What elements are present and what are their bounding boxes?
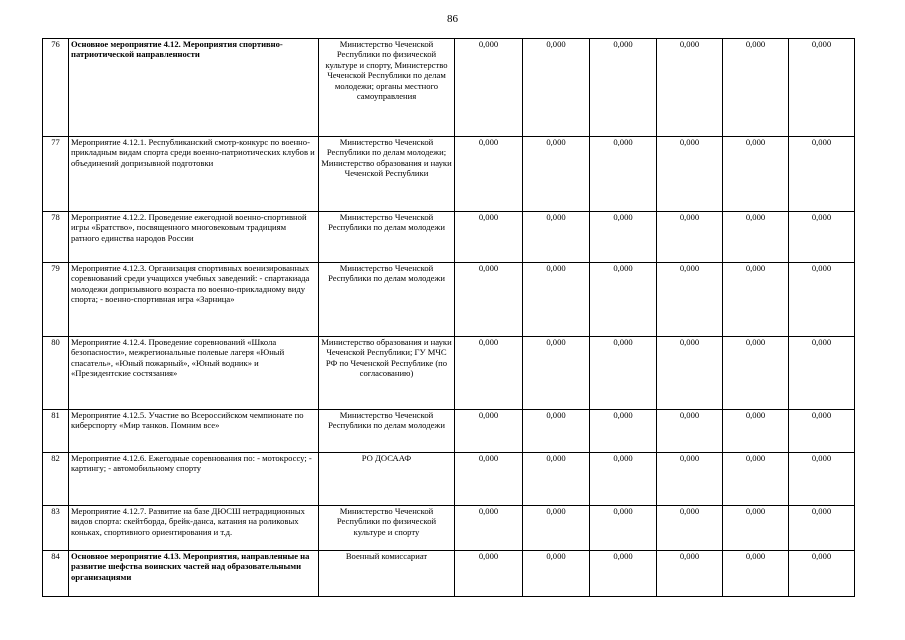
funding-value: 0,000 [723, 337, 789, 410]
funding-value: 0,000 [590, 453, 657, 506]
table-body [43, 39, 855, 597]
funding-value: 0,000 [523, 212, 590, 263]
funding-value: 0,000 [590, 263, 657, 337]
responsible-executor: Министерство Чеченской Республики по делам молодежи; Министерство образования и науки Чеченской Республики [319, 137, 455, 212]
row-number: 82 [43, 453, 69, 506]
responsible-executor: РО ДОСААФ [319, 453, 455, 506]
funding-value: 0,000 [523, 263, 590, 337]
funding-value: 0,000 [657, 506, 723, 551]
funding-value: 0,000 [789, 212, 855, 263]
funding-value: 0,000 [590, 39, 657, 137]
activity-name: Мероприятие 4.12.4. Проведение соревнований «Школа безопасности», межрегиональные полевые лагеря «Юный спасатель», «Юный пожарный», «Юный водник» и «Президентские состязания» [69, 337, 319, 410]
table-row [43, 263, 855, 337]
funding-value: 0,000 [657, 137, 723, 212]
funding-value: 0,000 [455, 410, 523, 453]
funding-value: 0,000 [590, 506, 657, 551]
funding-value: 0,000 [455, 137, 523, 212]
funding-value: 0,000 [590, 212, 657, 263]
funding-value: 0,000 [455, 551, 523, 597]
activity-name: Мероприятие 4.12.3. Организация спортивных военизированных соревнований среди учащихся учебных заведений: - спартакиада молодежи допризывного возраста по военно-прикладному виду спорта; - военно-спортивная игра «Зарница» [69, 263, 319, 337]
funding-value: 0,000 [723, 551, 789, 597]
row-number: 83 [43, 506, 69, 551]
funding-value: 0,000 [789, 137, 855, 212]
funding-value: 0,000 [523, 410, 590, 453]
table-row [43, 453, 855, 506]
funding-value: 0,000 [789, 263, 855, 337]
responsible-executor: Министерство Чеченской Республики по делам молодежи [319, 410, 455, 453]
funding-value: 0,000 [657, 410, 723, 453]
funding-value: 0,000 [723, 410, 789, 453]
funding-value: 0,000 [590, 551, 657, 597]
row-number: 84 [43, 551, 69, 597]
funding-value: 0,000 [789, 410, 855, 453]
activity-name: Мероприятие 4.12.7. Развитие на базе ДЮСШ нетрадиционных видов спорта: скейтборда, брейк-данса, катания на роликовых коньках, спортивного ориентирования и т.д. [69, 506, 319, 551]
table-row [43, 337, 855, 410]
funding-value: 0,000 [523, 551, 590, 597]
funding-value: 0,000 [789, 39, 855, 137]
table-row [43, 551, 855, 597]
funding-value: 0,000 [523, 506, 590, 551]
funding-value: 0,000 [789, 337, 855, 410]
funding-value: 0,000 [590, 137, 657, 212]
activity-name: Мероприятие 4.12.5. Участие во Всероссийском чемпионате по киберспорту «Мир танков. Помним все» [69, 410, 319, 453]
funding-value: 0,000 [789, 453, 855, 506]
row-number: 78 [43, 212, 69, 263]
funding-value: 0,000 [723, 263, 789, 337]
funding-value: 0,000 [723, 453, 789, 506]
responsible-executor: Министерство образования и науки Чеченской Республики; ГУ МЧС РФ по Чеченской Республике (по согласованию) [319, 337, 455, 410]
funding-value: 0,000 [523, 39, 590, 137]
funding-value: 0,000 [723, 137, 789, 212]
funding-value: 0,000 [455, 506, 523, 551]
funding-value: 0,000 [657, 263, 723, 337]
row-number: 79 [43, 263, 69, 337]
funding-value: 0,000 [723, 212, 789, 263]
funding-value: 0,000 [590, 410, 657, 453]
responsible-executor: Министерство Чеченской Республики по физической культуре и спорту [319, 506, 455, 551]
table-row [43, 212, 855, 263]
page-number: 86 [447, 13, 458, 25]
funding-value: 0,000 [723, 39, 789, 137]
row-number: 76 [43, 39, 69, 137]
activity-name: Мероприятие 4.12.2. Проведение ежегодной военно-спортивной игры «Братство», посвященного многовековым традициям ратного единства народов России [69, 212, 319, 263]
funding-value: 0,000 [455, 212, 523, 263]
funding-value: 0,000 [657, 39, 723, 137]
responsible-executor: Военный комиссариат [319, 551, 455, 597]
funding-value: 0,000 [455, 337, 523, 410]
table-row [43, 410, 855, 453]
funding-value: 0,000 [455, 39, 523, 137]
program-activities-table [42, 38, 855, 597]
table-row [43, 137, 855, 212]
row-number: 81 [43, 410, 69, 453]
table-row [43, 506, 855, 551]
activity-name: Мероприятие 4.12.6. Ежегодные соревнования по: - мотокроссу; - картингу; - автомобильному спорту [69, 453, 319, 506]
activity-name: Основное мероприятие 4.12. Мероприятия спортивно-патриотической направленности [69, 39, 319, 137]
table-row [43, 39, 855, 137]
activity-name: Мероприятие 4.12.1. Республиканский смотр-конкурс по военно-прикладным видам спорта среди военно-патриотических клубов и объединений допризывной подготовки [69, 137, 319, 212]
row-number: 80 [43, 337, 69, 410]
funding-value: 0,000 [657, 453, 723, 506]
row-number: 77 [43, 137, 69, 212]
funding-value: 0,000 [657, 337, 723, 410]
funding-value: 0,000 [523, 337, 590, 410]
funding-value: 0,000 [523, 453, 590, 506]
funding-value: 0,000 [789, 506, 855, 551]
funding-value: 0,000 [455, 263, 523, 337]
funding-value: 0,000 [590, 337, 657, 410]
responsible-executor: Министерство Чеченской Республики по делам молодежи [319, 263, 455, 337]
funding-value: 0,000 [455, 453, 523, 506]
responsible-executor: Министерство Чеченской Республики по физической культуре и спорту, Министерство Чеченской Республики по делам молодежи; органы местного самоуправления [319, 39, 455, 137]
funding-value: 0,000 [657, 551, 723, 597]
activity-name: Основное мероприятие 4.13. Мероприятия, направленные на развитие шефства воинских частей над образовательными организациями [69, 551, 319, 597]
funding-value: 0,000 [523, 137, 590, 212]
responsible-executor: Министерство Чеченской Республики по делам молодежи [319, 212, 455, 263]
funding-value: 0,000 [657, 212, 723, 263]
funding-value: 0,000 [789, 551, 855, 597]
funding-value: 0,000 [723, 506, 789, 551]
